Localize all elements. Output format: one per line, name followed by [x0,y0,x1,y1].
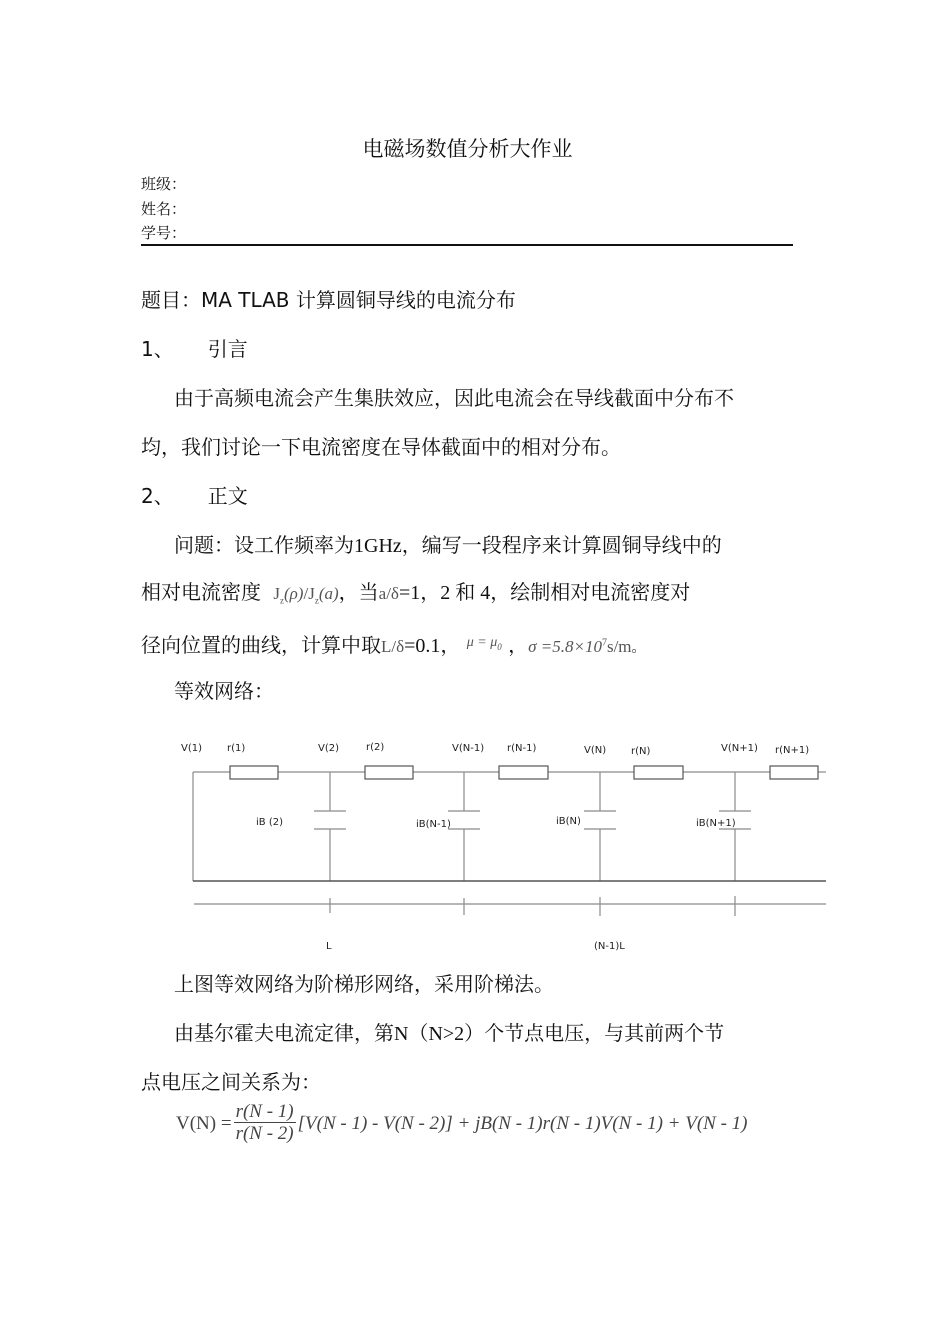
fraction-numerator: r(N - 1) [235,1101,294,1122]
period: 。 [631,640,646,656]
text: 个节点电压，与其前两个节 [484,1021,725,1045]
mu-formula: μ = μ0 [466,635,502,652]
equation-lhs: V(N) = [176,1112,232,1134]
ratio-formula: $J_z(\rho)/J_z(a)$ [273,584,339,606]
kcl-line-1 [174,1017,724,1046]
resistor-r2 [365,766,413,779]
resistor-rN [634,766,683,779]
text: ，当 [338,580,379,604]
capacitor-iBN [584,772,616,881]
resistor-rN+1 [770,766,818,779]
topic-heading: 题目：MA TLAB 计算圆铜导线的电流分布 [141,288,516,312]
resistor-label: r(N) [631,746,651,757]
text: 由基尔霍夫电流定律，第 [174,1021,394,1045]
section-title: 引言 [207,337,248,361]
resistor-label: r(N-1) [507,743,537,754]
text: 问题：设工作频率为 [174,533,354,557]
l-delta-formula: L/δ [381,637,405,656]
fraction-denominator: r(N - 2) [235,1123,294,1144]
ladder-method-text: 上图等效网络为阶梯形网络，采用阶梯法。 [174,972,554,996]
section-title: 正文 [207,484,248,508]
a-delta-values: =1，2 和 4 [398,582,491,604]
resistor-r1 [230,766,278,779]
capacitor-iB2 [314,772,346,881]
intro-line-1: 由于高频电流会产生集肤效应，因此电流会在导线截面中分布不 [174,386,734,410]
sigma-formula: $\sigma =5.8\times 10^7s/m$ [528,637,632,656]
axis-label: L [326,941,332,952]
resistor-label: r(1) [227,743,246,754]
equation-fraction [234,1102,296,1145]
student-id-field-label: 学号： [141,224,187,242]
text: ，编写一段程序来计算圆铜导线中的 [401,533,722,557]
l-delta-value: =0.1， [404,635,461,657]
name-field-label: 姓名： [141,200,187,218]
separator: ， [508,633,529,657]
network-heading: 等效网络： [174,679,274,703]
frequency-value: 1GHz [354,535,402,557]
capacitor-iBN-1 [448,772,480,881]
capacitor-label: iB(N-1) [416,819,451,830]
node-label: V(N+1) [721,743,758,754]
capacitor-label: iB(N) [556,816,581,827]
text: ，绘制相对电流密度对 [490,580,691,604]
section-number: 2、 [141,484,174,508]
node-label: V(N) [584,745,607,756]
voltage-recurrence-equation [176,1102,748,1145]
capacitor-label: iB(N+1) [696,818,736,829]
kcl-line-2: 点电压之间关系为： [141,1070,321,1094]
resistor-label: r(2) [366,742,385,753]
node-label: V(N-1) [452,743,485,754]
equation-rhs: [V(N - 1) - V(N - 2)] + jB(N - 1)r(N - 1)V(N - 1) + V(N - 1) [297,1112,748,1134]
a-delta-formula: a/δ [378,584,399,603]
class-field-label: 班级： [141,175,187,193]
resistor-rN-1 [499,766,548,779]
axis-label: (N-1)L [594,941,625,952]
text: 相对电流密度 [141,580,261,604]
intro-line-2: 均，我们讨论一下电流密度在导体截面中的相对分布。 [141,435,621,459]
node-label: V(1) [181,743,203,754]
resistor-label: r(N+1) [775,745,810,756]
condition: （N>2） [408,1023,485,1045]
capacitor-label: iB (2) [256,817,283,828]
text: 径向位置的曲线，计算中取 [141,633,381,657]
section-number: 1、 [141,337,174,361]
node-label: V(2) [318,743,340,754]
n-symbol: N [394,1023,409,1045]
document-title: 电磁场数值分析大作业 [362,137,573,161]
